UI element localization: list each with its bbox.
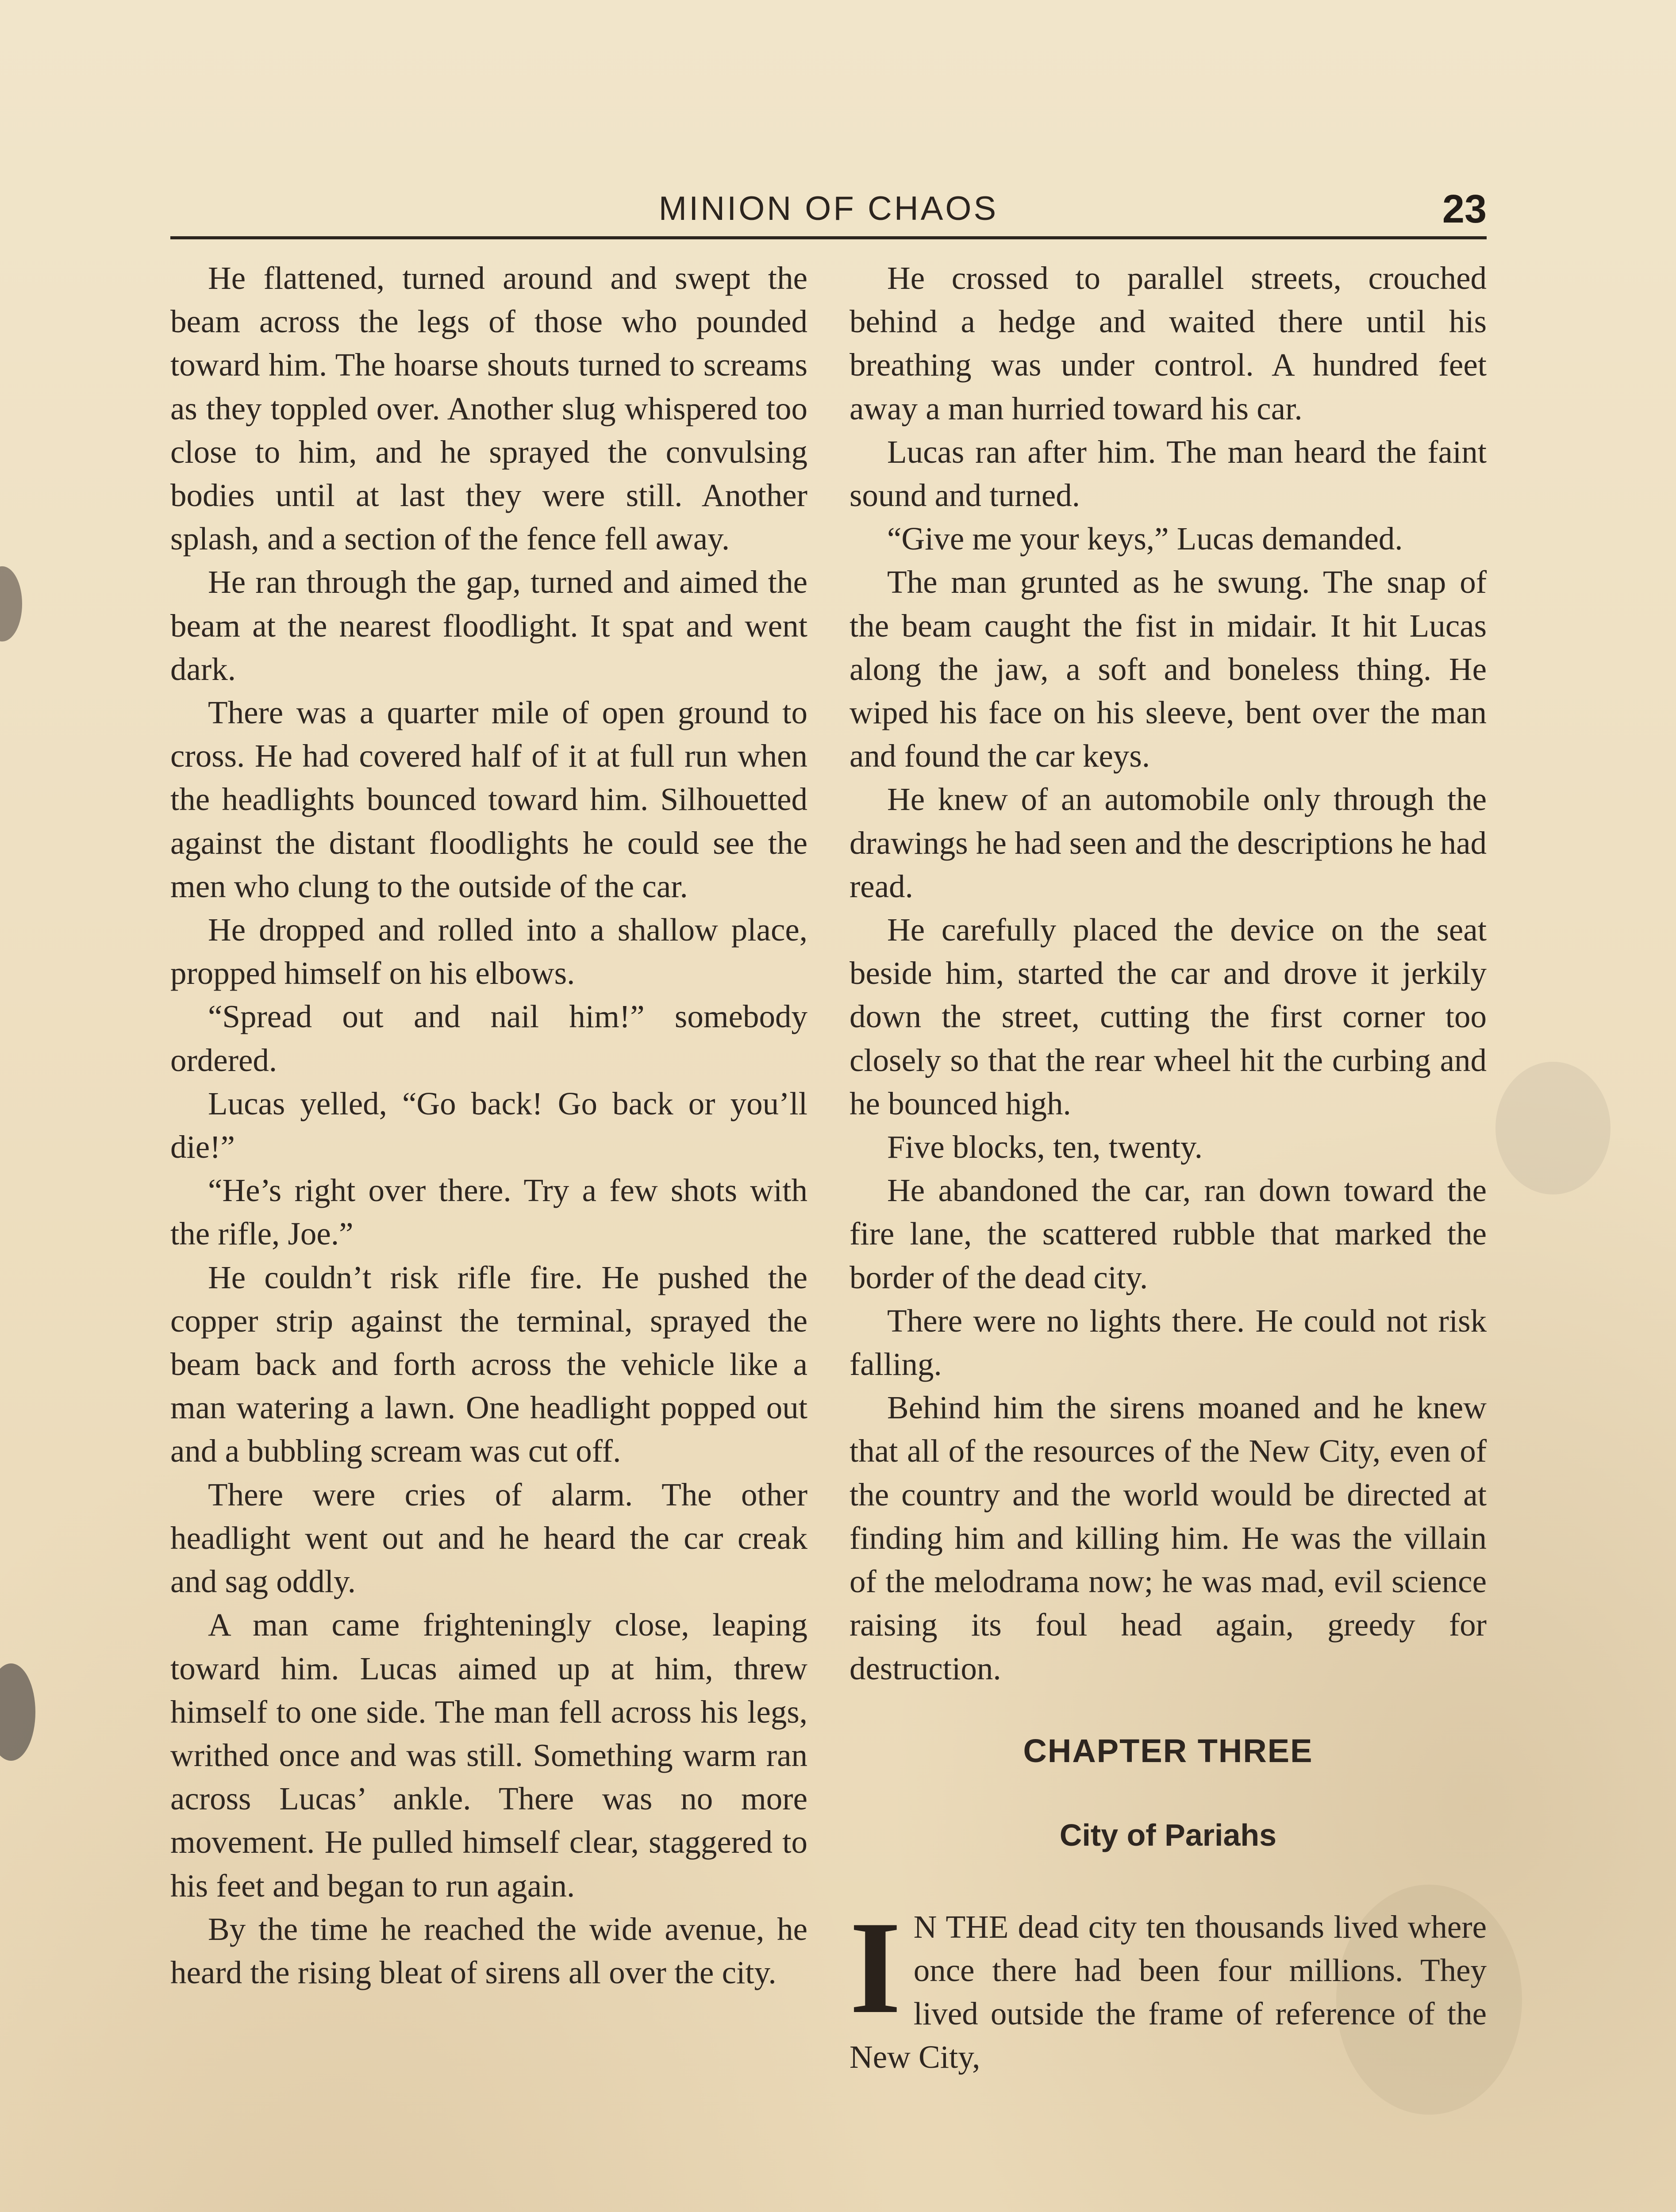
paragraph: “He’s right over there. Try a few shots with the rifle, Joe.” <box>170 1172 807 1252</box>
paragraph: He knew of an automobile only through the drawings he had seen and the descriptions he had read. <box>850 781 1487 904</box>
paragraph: There were no lights there. He could not risk falling. <box>850 1302 1487 1382</box>
right-column <box>850 257 1487 2079</box>
paper-stain <box>0 566 22 641</box>
paragraph: “Give me your keys,” Lucas demanded. <box>887 521 1403 557</box>
running-title: MINION OF CHAOS <box>658 190 999 227</box>
paragraph: Lucas yelled, “Go back! Go back or you’ll die!” <box>170 1085 807 1165</box>
left-column <box>170 257 807 1994</box>
paragraph: There was a quarter mile of open ground to cross. He had covered half of it at full run when the headlights bounced toward him. Silhouetted against the distant floodlights he could see the men who clung to the outside of the car. <box>170 695 807 904</box>
chapter-subtitle: City of Pariahs <box>1059 1817 1277 1852</box>
page-number: 23 <box>1442 187 1487 231</box>
chapter-opening-paragraph <box>850 1893 1487 2079</box>
paragraph: Behind him the sirens moaned and he knew that all of the resources of the New City, even of the country and the world would be directed at finding him and killing him. He was the villain of the melodrama now; he was mad, evil science raising its foul head again, greedy for destruction. <box>850 1390 1487 1686</box>
paragraph: “Spread out and nail him!” somebody ordered. <box>170 998 807 1078</box>
paragraph: Five blocks, ten, twenty. <box>887 1129 1203 1165</box>
paragraph: By the time he reached the wide avenue, he heard the rising bleat of sirens all over the city. <box>170 1911 807 1990</box>
paragraph: He couldn’t risk rifle fire. He pushed the copper strip against the terminal, sprayed the beam back and forth across the vehicle like a man watering a lawn. One headlight popped out and a bubbling scream was cut off. <box>170 1259 807 1469</box>
paper-stain <box>1495 1062 1611 1194</box>
chapter-title: CHAPTER THREE <box>1023 1732 1313 1769</box>
running-header <box>170 187 1487 239</box>
paragraph: He crossed to parallel streets, crouched behind a hedge and waited there until his breathing was under control. A hundred feet away a man hurried toward his car. <box>850 260 1487 426</box>
paragraph: He dropped and rolled into a shallow place, propped himself on his elbows. <box>170 912 807 991</box>
paper-stain <box>0 1663 35 1761</box>
paragraph: A man came frighteningly close, leaping toward him. Lucas aimed up at him, threw himself to one side. The man fell across his legs, writhed once and was still. Something warm ran across Lucas’ ankle. There was no more movement. He pulled himself clear, staggered to his feet and began to run again. <box>170 1607 807 1904</box>
paragraph: Lucas ran after him. The man heard the faint sound and turned. <box>850 434 1487 514</box>
paragraph: There were cries of alarm. The other headlight went out and he heard the car creak and sag oddly. <box>170 1476 807 1600</box>
paragraph: The man grunted as he swung. The snap of the beam caught the fist in midair. It hit Lucas along the jaw, a soft and boneless thing. He wiped his face on his sleeve, bent over the man and found the car keys. <box>850 564 1487 774</box>
paragraph: He flattened, turned around and swept the beam across the legs of those who pounded toward him. The hoarse shouts turned to screams as they toppled over. Another slug whispered too close to him, and he sprayed the convulsing bodies until at last they were still. Another splash, and a section of the fence fell away. <box>170 260 807 557</box>
paragraph: He ran through the gap, turned and aimed the beam at the nearest floodlight. It spat and went dark. <box>170 564 807 687</box>
paragraph: He abandoned the car, ran down toward the fire lane, the scattered rubble that marked the border of the dead city. <box>850 1172 1487 1295</box>
drop-cap: I <box>850 1893 901 2041</box>
paragraph: He carefully placed the device on the seat beside him, started the car and drove it jerkily down the street, cutting the first corner too closely so that the rear wheel hit the curbing and he bounced high. <box>850 912 1487 1121</box>
opening-text: N THE dead city ten thousands lived where once there had been four millions. They lived outside the frame of reference of the New City, <box>850 1909 1487 2075</box>
